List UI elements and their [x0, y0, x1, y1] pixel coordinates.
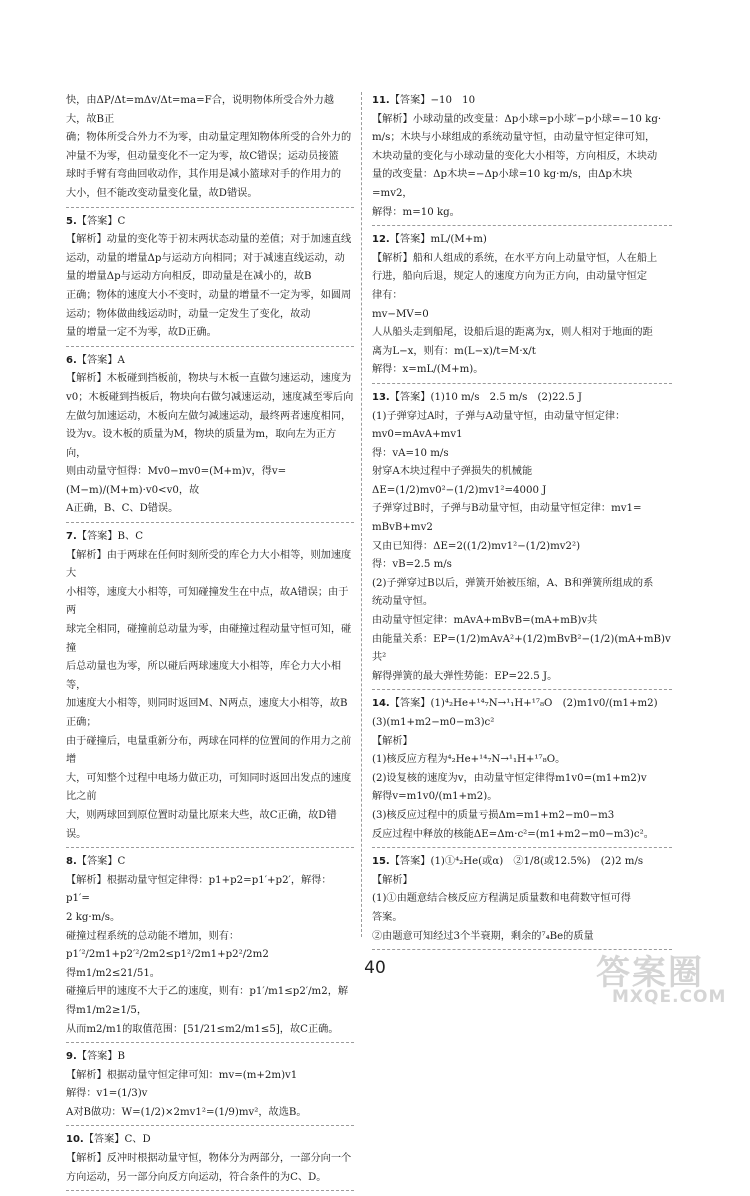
- answer-line: [372, 733, 672, 752]
- answer-line: [372, 268, 672, 287]
- answer-line: [66, 213, 354, 232]
- line-text: 【解析】由于两球在任何时刻所受的库仑力大小相等，则加速度大: [66, 549, 352, 580]
- line-text: 得m1/m2≤21/51。: [66, 967, 160, 979]
- line-text: 【解析】反冲时根据动量守恒，物体分为两部分，一部分向一个: [66, 1153, 352, 1165]
- line-text: 木块动量的变化与小球动量的变化大小相等，方向相反，木块动: [372, 150, 658, 162]
- answer-line: [372, 826, 672, 845]
- answer-line: [372, 695, 672, 714]
- answer-line: [66, 1067, 354, 1086]
- answer-line: [372, 361, 672, 380]
- line-text: m/s；木块与小球组成的系统动量守恒，由动量守恒定律可知，: [372, 132, 656, 144]
- line-text: mv0=mAvA+mv1: [372, 429, 463, 441]
- line-text: 【答案】C: [76, 215, 126, 227]
- answer-line: [66, 1104, 354, 1123]
- line-text: (3)核反应过程中的质量亏损Δm=m1+m2−m0−m3: [372, 809, 615, 821]
- line-text: 【答案】−10 10: [389, 95, 476, 106]
- answer-block: [66, 352, 354, 523]
- line-text: 从而m2/m1的取值范围：[51/21≤m2/m1≤5]，故C正确。: [66, 1023, 339, 1035]
- line-text: 【解析】根据动量守恒定律得：p1+p2=p1′+p2′，解得：p1′=: [66, 874, 332, 905]
- answer-line: [372, 807, 672, 826]
- answer-line: [372, 714, 672, 733]
- answer-line: [372, 324, 672, 343]
- line-text: 子弹穿过B时，子弹与B动量守恒，由动量守恒定律：mv1=: [372, 503, 642, 515]
- page-number: 40: [364, 958, 386, 978]
- answer-line: [66, 528, 354, 547]
- line-text: 快，由ΔP/Δt=mΔv/Δt=ma=F合，说明物体所受合外力越大，故B正: [66, 95, 334, 125]
- question-number: 5.: [66, 215, 77, 227]
- answer-line: [66, 1131, 354, 1150]
- answer-line: [372, 408, 672, 427]
- answer-block: [372, 853, 672, 950]
- line-text: 量的增量一定不为零，故D正确。: [66, 327, 217, 339]
- answer-line: [372, 426, 672, 445]
- answer-line: [66, 463, 354, 500]
- answer-line: [372, 575, 672, 594]
- answer-line: [66, 408, 354, 427]
- answer-line: [372, 111, 672, 130]
- answer-line: [66, 909, 354, 928]
- answer-line: [66, 426, 354, 463]
- line-text: mv−MV=0: [372, 308, 429, 320]
- line-text: 【解析】船和人组成的系统，在水平方向上动量守恒，人在船上: [372, 252, 658, 264]
- answer-line: [66, 853, 354, 872]
- answer-line: [372, 92, 672, 111]
- line-text: 则由动量守恒得：Mv0−mv0=(M+m)v，得v=(M−m)/(M+m)·v0<v0，故: [66, 466, 287, 496]
- line-text: 【答案】(1)①⁴₂He(或α) ②1/8(或12.5%) (2)2 m/s: [389, 856, 644, 868]
- answer-line: [66, 584, 354, 621]
- line-text: v0；木板碰到挡板后，物块向右做匀减速运动，速度减至零后向: [66, 391, 354, 403]
- answer-line: [372, 166, 672, 203]
- line-text: 大，可知整个过程中电场力做正功，可知同时返回出发点的速度比之前: [66, 772, 352, 803]
- line-text: 由动量守恒定律：mAvA+mBvB=(mA+mB)v共: [372, 615, 598, 627]
- line-text: 【解析】木板碰到挡板前，物块与木板一直做匀速运动，速度为: [66, 373, 352, 385]
- answer-line: [66, 1150, 354, 1169]
- answer-line: [372, 500, 672, 519]
- line-text: 量的改变量：Δp木块=−Δp小球=10 kg·m/s，由Δp木块=mv2，: [372, 169, 633, 199]
- line-text: 【答案】(1)10 m/s 2.5 m/s (2)22.5 J: [389, 391, 582, 403]
- line-text: 解得v=m1v0/(m1+m2)。: [372, 791, 498, 803]
- answer-line: [372, 890, 672, 909]
- line-text: 人从船头走到船尾，设船后退的距离为x，则人相对于地面的距: [372, 327, 653, 339]
- answer-block: [66, 213, 354, 347]
- answer-line: [372, 853, 672, 872]
- answer-line: [372, 463, 672, 482]
- answer-line: [372, 556, 672, 575]
- line-text: 设为v。设木板的质量为M，物块的质量为m，取向左为正方向，: [66, 429, 337, 459]
- question-number: 8.: [66, 856, 77, 868]
- line-text: 射穿A木块过程中子弹损失的机械能: [372, 466, 533, 478]
- line-text: 大，则两球回到原位置时动量比原来大些，故C正确，故D错误。: [66, 809, 337, 840]
- answer-line: [372, 287, 672, 306]
- line-text: (1)①由题意结合核反应方程满足质量数和电荷数守恒可得: [372, 893, 631, 905]
- answer-line: [372, 928, 672, 947]
- answer-line: [372, 770, 672, 789]
- line-text: 正确；物体的速度大小不变时，动量的增量不一定为零，如圆周: [66, 289, 352, 301]
- line-text: 确；物体所受合外力不为零，由动量定理知物体所受的合外力的: [66, 132, 352, 144]
- left-column: [66, 92, 354, 1196]
- answer-line: [66, 770, 354, 807]
- answer-line: [372, 538, 672, 557]
- line-text: 运动；物体做曲线运动时，动量一定发生了变化，故动: [66, 308, 311, 320]
- answer-line: [372, 631, 672, 668]
- line-text: 离为L−x，则有：m(L−x)/t=M·x/t: [372, 345, 536, 357]
- answer-line: [372, 751, 672, 770]
- line-text: (2)子弹穿过B以后，弹簧开始被压缩，A、B和弹簧所组成的系: [372, 577, 654, 589]
- answer-line: [66, 370, 354, 389]
- answer-block: [372, 695, 672, 848]
- line-text: 行进，船向后退，规定人的速度方向为正方向，由动量守恒定: [372, 271, 648, 283]
- answer-line: [66, 1021, 354, 1040]
- answer-line: [372, 343, 672, 362]
- answer-line: [66, 658, 354, 695]
- line-text: (2)设复核的速度为v，由动量守恒定律得m1v0=(m1+m2)v: [372, 772, 647, 784]
- line-text: 大小，但不能改变动量变化量，故D错误。: [66, 187, 258, 199]
- answer-block: [66, 1048, 354, 1126]
- answer-line: [372, 668, 672, 687]
- line-text: 解得：x=mL/(M+m)。: [372, 364, 484, 376]
- question-number: 10.: [66, 1134, 84, 1146]
- answer-line: [372, 306, 672, 325]
- answer-line: [372, 129, 672, 148]
- line-text: 解得弹簧的最大弹性势能：EP=22.5 J。: [372, 670, 558, 682]
- line-text: 【解析】: [372, 735, 413, 747]
- question-number: 12.: [372, 234, 390, 246]
- line-text: 【答案】C、D: [83, 1134, 151, 1146]
- question-number: 9.: [66, 1051, 77, 1063]
- answer-line: [372, 519, 672, 538]
- answer-block: [66, 853, 354, 1043]
- line-text: 得：vB=2.5 m/s: [372, 559, 452, 571]
- answer-line: [372, 148, 672, 167]
- line-text: 律有：: [372, 289, 403, 301]
- line-text: 【解析】动量的变化等于初末两状态动量的差值；对于加速直线: [66, 234, 352, 246]
- line-text: 答案。: [372, 911, 403, 923]
- line-text: ②由题意可知经过3个半衰期，剩余的⁷₄Be的质量: [372, 930, 594, 942]
- watermark-logo: [592, 945, 742, 1009]
- question-number: 6.: [66, 354, 77, 366]
- line-text: 解得：m=10 kg。: [372, 206, 460, 218]
- question-number: 14.: [372, 698, 390, 710]
- question-number: 13.: [372, 391, 390, 403]
- answer-line: [372, 593, 672, 612]
- answer-line: [66, 129, 354, 148]
- line-text: 方向运动，另一部分向反方向运动，符合条件的为C、D。: [66, 1171, 327, 1183]
- line-text: 【答案】mL/(M+m): [389, 234, 487, 246]
- answer-line: [372, 389, 672, 408]
- line-text: 冲量不为零，但动量变化不一定为零，故C错误；运动员接篮: [66, 150, 339, 162]
- answer-line: [66, 92, 354, 129]
- line-text: (1)子弹穿过A时，子弹与A动量守恒，由动量守恒定律：: [372, 410, 626, 422]
- answer-line: [66, 166, 354, 185]
- line-text: (3)(m1+m2−m0−m3)c²: [372, 717, 495, 728]
- line-text: 【解析】根据动量守恒定律可知：mv=(m+2m)v1: [66, 1069, 298, 1081]
- line-text: 运动，动量的增量Δp与运动方向相同；对于减速直线运动，动: [66, 252, 345, 264]
- line-text: 又由已知得：ΔE=2((1/2)mv1²−(1/2)mv2²): [372, 540, 581, 552]
- line-text: 【答案】A: [76, 354, 125, 366]
- line-text: mBvB+mv2: [372, 522, 433, 534]
- line-text: 【答案】(1)⁴₂He+¹⁴₇N→¹₁H+¹⁷₈O (2)m1v0/(m1+m2): [389, 698, 658, 710]
- answer-line: [66, 324, 354, 343]
- answer-line: [372, 788, 672, 807]
- answer-line: [66, 1085, 354, 1104]
- answer-line: [66, 621, 354, 658]
- answer-block: [66, 1131, 354, 1191]
- line-text: A对B做功：W=(1/2)×2mv1²=(1/9)mv²，故选B。: [66, 1106, 307, 1118]
- answer-line: [66, 733, 354, 770]
- line-text: 【答案】B、C: [76, 531, 143, 543]
- answer-line: [66, 389, 354, 408]
- answer-block: [66, 92, 354, 208]
- question-number: 15.: [372, 856, 390, 868]
- line-text: 由于碰撞后，电量重新分布，两球在同样的位置间的作用力之前增: [66, 735, 352, 766]
- line-text: 解得：v1=(1/3)v: [66, 1088, 148, 1100]
- line-text: 量的增量Δp与运动方向相反，即动量是在减小的，故B: [66, 271, 312, 283]
- answer-line: [66, 695, 354, 732]
- answer-line: [66, 287, 354, 306]
- answer-line: [372, 204, 672, 223]
- line-text: 后总动量也为零，所以碰后两球速度大小相等，库仑力大小相等，: [66, 661, 342, 691]
- answer-line: [66, 547, 354, 584]
- line-text: 反应过程中释放的核能ΔE=Δm·c²=(m1+m2−m0−m3)c²。: [372, 828, 654, 840]
- line-text: (1)核反应方程为⁴₂He+¹⁴₇N→¹₁H+¹⁷₈O。: [372, 754, 566, 766]
- right-column: [372, 92, 672, 955]
- answer-line: [66, 807, 354, 844]
- watermark-main-text: 答案圈: [596, 953, 704, 993]
- answer-block: [372, 231, 672, 384]
- line-text: 加速度大小相等，则同时返回M、N两点，速度大小相等，故B正确；: [66, 698, 348, 728]
- line-text: 【答案】C: [76, 856, 126, 868]
- answer-line: [372, 909, 672, 928]
- question-number: 11.: [372, 95, 390, 106]
- line-text: 得：vA=10 m/s: [372, 447, 449, 459]
- line-text: 球完全相同，碰撞前总动量为零，由碰撞过程动量守恒可知，碰撞: [66, 624, 352, 654]
- line-text: 【解析】: [372, 874, 413, 886]
- watermark-sub-text: MXQE.COM: [612, 987, 727, 1007]
- answer-line: [66, 500, 354, 519]
- answer-line: [372, 250, 672, 269]
- answer-line: [372, 482, 672, 501]
- answer-line: [66, 148, 354, 167]
- answer-line: [372, 872, 672, 891]
- answer-block: [372, 389, 672, 691]
- line-text: A正确，B、C、D错误。: [66, 503, 179, 515]
- answer-line: [372, 445, 672, 464]
- column-divider: [361, 92, 362, 937]
- answer-line: [66, 250, 354, 269]
- answer-block: [66, 528, 354, 848]
- answer-line: [372, 612, 672, 631]
- answer-line: [66, 983, 354, 1020]
- line-text: ΔE=(1/2)mv0²−(1/2)mv1²=4000 J: [372, 484, 547, 496]
- answer-line: [66, 1169, 354, 1188]
- line-text: 由能量关系：EP=(1/2)mAvA²+(1/2)mBvB²−(1/2)(mA+mB)v共²: [372, 633, 671, 664]
- line-text: 2 kg·m/s。: [66, 911, 121, 923]
- line-text: 统动量守恒。: [372, 596, 434, 608]
- answer-line: [66, 872, 354, 909]
- answer-line: [372, 231, 672, 250]
- line-text: 【解析】小球动量的改变量：Δp小球=p小球′−p小球=−10 kg·: [372, 113, 662, 125]
- line-text: 碰撞后甲的速度不大于乙的速度，则有：p1′/m1≤p2′/m2，解得m1/m2≥1/5，: [66, 986, 349, 1016]
- answer-line: [66, 1048, 354, 1067]
- line-text: 【答案】B: [76, 1051, 126, 1063]
- line-text: 球时手臂有弯曲回收动作，其作用是减小篮球对手的作用力的: [66, 169, 342, 181]
- answer-line: [66, 306, 354, 325]
- question-number: 7.: [66, 531, 77, 543]
- answer-line: [66, 268, 354, 287]
- answer-line: [66, 352, 354, 371]
- line-text: 左做匀加速运动，木板向左做匀减速运动，最终两者速度相同，: [66, 410, 352, 422]
- answer-line: [66, 231, 354, 250]
- answer-line: [66, 185, 354, 204]
- line-text: 碰撞过程系统的总动能不增加，则有：p1′²/2m1+p2′²/2m2≤p1²/2m1+p2²/2m2: [66, 930, 269, 961]
- line-text: 小相等，速度大小相等，可知碰撞发生在中点，故A错误；由于两: [66, 586, 349, 617]
- answer-block: [372, 92, 672, 226]
